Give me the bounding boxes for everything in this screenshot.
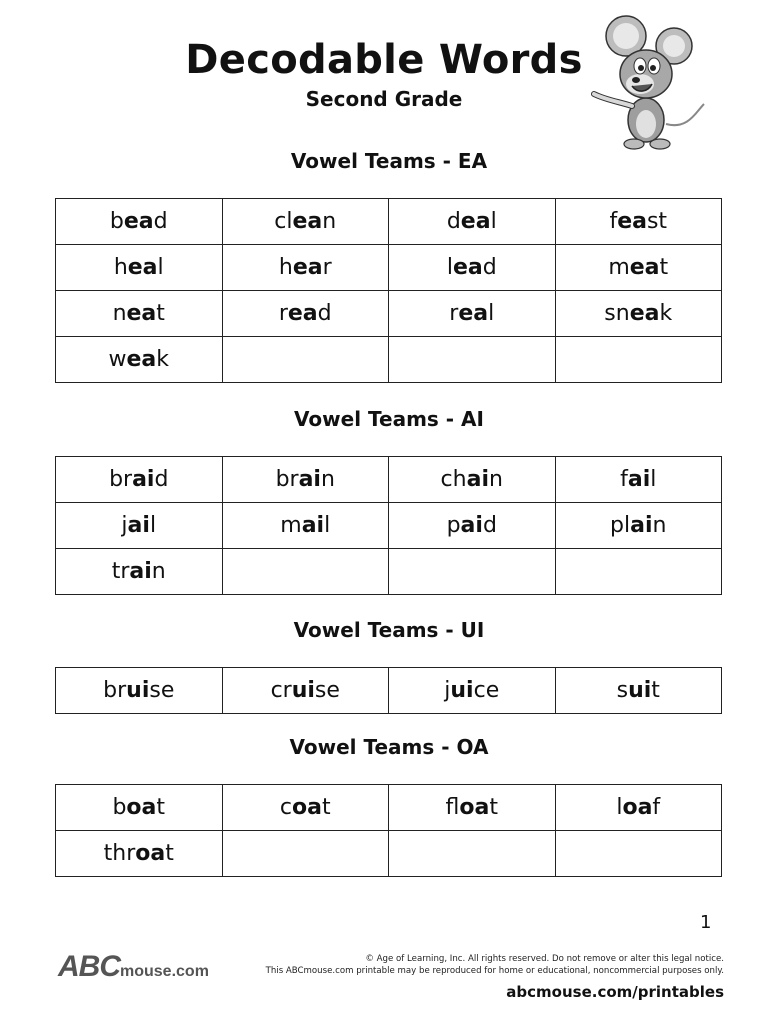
table-row	[56, 199, 722, 245]
word-prefix: h	[278, 255, 293, 280]
vowel-team: oa	[622, 795, 653, 820]
word-cell	[56, 503, 223, 549]
word-suffix: t	[156, 301, 165, 326]
word-cell	[555, 291, 722, 337]
vowel-team: ea	[292, 209, 323, 234]
vowel-team: ai	[298, 467, 321, 492]
vowel-team: oa	[135, 841, 166, 866]
section-heading-ui: Vowel Teams - UI	[293, 618, 485, 642]
section-heading-ea: Vowel Teams - EA	[290, 149, 488, 173]
word-cell	[56, 337, 223, 383]
word-table-ui	[55, 667, 722, 714]
word-table-oa	[55, 784, 722, 877]
mouse-mascot-icon	[588, 12, 708, 152]
word-suffix: t	[156, 795, 166, 820]
word-suffix: n	[320, 467, 335, 492]
word-cell	[555, 337, 722, 383]
word-prefix: m	[280, 513, 302, 538]
word-prefix: b	[112, 795, 127, 820]
table-row	[56, 503, 722, 549]
word-cell	[389, 291, 556, 337]
printables-url: abcmouse.com/printables	[506, 983, 724, 1001]
vowel-team: oa	[126, 795, 157, 820]
word-cell	[389, 668, 556, 714]
word-cell	[389, 337, 556, 383]
word-prefix: s	[616, 678, 629, 703]
word-cell	[56, 549, 223, 595]
table-row	[56, 245, 722, 291]
word-prefix: l	[616, 795, 623, 820]
word-cell	[555, 503, 722, 549]
logo-com-text: .com	[171, 963, 209, 980]
word-prefix: cr	[270, 678, 292, 703]
table-row	[56, 291, 722, 337]
word-prefix: j	[121, 513, 128, 538]
vowel-team: ea	[617, 209, 647, 234]
word-cell	[56, 199, 223, 245]
vowel-team: ea	[127, 255, 158, 280]
vowel-team: ea	[123, 209, 154, 234]
table-row	[56, 668, 722, 714]
vowel-team: ai	[127, 513, 150, 538]
word-suffix: l	[324, 513, 331, 538]
word-cell	[56, 245, 223, 291]
word-cell	[222, 457, 389, 503]
word-cell	[222, 291, 389, 337]
vowel-team: ai	[466, 467, 489, 492]
word-cell	[222, 785, 389, 831]
word-suffix: k	[659, 301, 673, 326]
word-prefix: f	[609, 209, 618, 234]
vowel-team: ai	[630, 513, 653, 538]
word-suffix: ce	[473, 678, 500, 703]
word-suffix: n	[322, 209, 337, 234]
vowel-team: ea	[126, 347, 157, 372]
word-cell	[56, 668, 223, 714]
word-suffix: t	[321, 795, 331, 820]
section-heading-oa: Vowel Teams - OA	[289, 735, 489, 759]
word-prefix: d	[446, 209, 461, 234]
word-cell	[555, 245, 722, 291]
word-cell	[389, 503, 556, 549]
word-table-ea	[55, 198, 722, 383]
word-suffix: t	[659, 255, 669, 280]
word-cell	[555, 668, 722, 714]
word-prefix: n	[112, 301, 127, 326]
vowel-team: ea	[629, 301, 660, 326]
legal-notice	[266, 953, 724, 977]
vowel-team: ai	[301, 513, 325, 538]
table-row	[56, 457, 722, 503]
word-cell	[222, 503, 389, 549]
word-cell	[555, 785, 722, 831]
vowel-team: ea	[458, 301, 489, 326]
vowel-team: ui	[291, 678, 315, 703]
legal-line-1: © Age of Learning, Inc. All rights reserved. Do not remove or alter this legal notice.	[365, 954, 724, 964]
section-heading-ai: Vowel Teams - AI	[294, 407, 484, 431]
word-cell	[555, 549, 722, 595]
word-prefix: j	[444, 678, 451, 703]
word-suffix: d	[482, 513, 497, 538]
table-row	[56, 549, 722, 595]
word-cell	[389, 831, 556, 877]
word-prefix: f	[620, 467, 628, 492]
table-row	[56, 337, 722, 383]
word-suffix: n	[488, 467, 503, 492]
vowel-team: ai	[460, 513, 483, 538]
word-suffix: t	[489, 795, 498, 820]
word-cell	[56, 785, 223, 831]
vowel-team: ea	[460, 209, 491, 234]
word-cell	[222, 199, 389, 245]
word-prefix: h	[113, 255, 128, 280]
word-prefix: m	[608, 255, 630, 280]
vowel-team: ea	[629, 255, 660, 280]
word-cell	[555, 457, 722, 503]
word-suffix: r	[322, 255, 332, 280]
vowel-team: ai	[132, 467, 155, 492]
word-cell	[222, 668, 389, 714]
word-suffix: t	[165, 841, 174, 866]
vowel-team: ai	[129, 559, 152, 584]
word-prefix: r	[278, 301, 288, 326]
page-number: 1	[700, 912, 712, 933]
vowel-team: ea	[287, 301, 318, 326]
word-cell	[222, 245, 389, 291]
word-suffix: l	[149, 513, 157, 538]
word-prefix: tr	[111, 559, 130, 584]
word-suffix: d	[154, 467, 169, 492]
page-subtitle: Second Grade	[305, 87, 463, 111]
logo-mouse-text: mouse	[120, 963, 172, 980]
word-cell	[555, 831, 722, 877]
vowel-team: oa	[459, 795, 490, 820]
page-title: Decodable Words	[185, 37, 583, 83]
word-suffix: d	[482, 255, 497, 280]
table-row	[56, 831, 722, 877]
word-prefix: w	[108, 347, 127, 372]
word-prefix: cl	[274, 209, 293, 234]
vowel-team: ea	[126, 301, 157, 326]
word-prefix: ch	[440, 467, 467, 492]
logo-abc-text: ABC	[58, 950, 120, 983]
word-prefix: br	[109, 467, 133, 492]
word-prefix: pl	[610, 513, 631, 538]
word-suffix: se	[149, 678, 175, 703]
word-prefix: r	[449, 301, 459, 326]
word-suffix: d	[317, 301, 332, 326]
word-prefix: p	[446, 513, 461, 538]
word-suffix: l	[490, 209, 497, 234]
word-prefix: thr	[103, 841, 136, 866]
vowel-team: ui	[450, 678, 474, 703]
abcmouse-logo	[58, 950, 209, 984]
word-suffix: k	[156, 347, 170, 372]
word-cell	[389, 785, 556, 831]
word-cell	[56, 291, 223, 337]
table-row	[56, 785, 722, 831]
legal-line-2: This ABCmouse.com printable may be reproduced for home or educational, noncommercial purposes only.	[265, 966, 724, 976]
vowel-team: oa	[292, 795, 322, 820]
word-cell	[222, 549, 389, 595]
word-cell	[222, 831, 389, 877]
word-cell	[555, 199, 722, 245]
word-table-ai	[55, 456, 722, 595]
word-cell	[222, 337, 389, 383]
vowel-team: ai	[627, 467, 651, 492]
word-prefix: c	[279, 795, 292, 820]
vowel-team: ui	[628, 678, 652, 703]
vowel-team: ea	[292, 255, 323, 280]
word-suffix: l	[650, 467, 657, 492]
word-prefix: sn	[604, 301, 630, 326]
word-cell	[389, 199, 556, 245]
word-suffix: l	[488, 301, 495, 326]
word-suffix: d	[153, 209, 168, 234]
word-prefix: l	[446, 255, 453, 280]
word-cell	[389, 457, 556, 503]
word-suffix: n	[652, 513, 667, 538]
word-cell	[389, 549, 556, 595]
word-suffix: st	[646, 209, 668, 234]
word-suffix: t	[651, 678, 660, 703]
word-cell	[389, 245, 556, 291]
word-prefix: b	[109, 209, 124, 234]
word-prefix: br	[275, 467, 299, 492]
word-cell	[56, 457, 223, 503]
word-suffix: f	[652, 795, 661, 820]
word-suffix: l	[157, 255, 164, 280]
vowel-team: ea	[452, 255, 483, 280]
word-suffix: se	[314, 678, 340, 703]
word-cell	[56, 831, 223, 877]
word-suffix: n	[151, 559, 166, 584]
word-prefix: br	[103, 678, 127, 703]
word-prefix: fl	[445, 795, 460, 820]
vowel-team: ui	[126, 678, 150, 703]
